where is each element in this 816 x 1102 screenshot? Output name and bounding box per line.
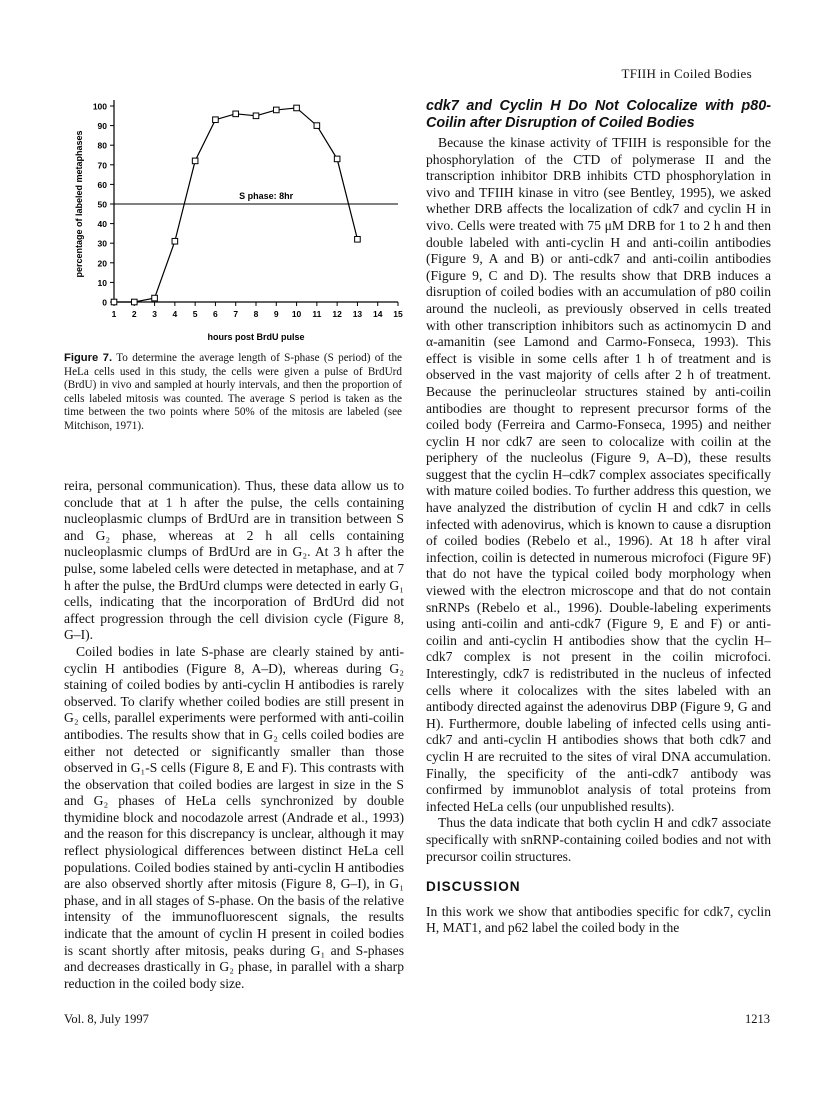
data-point	[294, 105, 300, 111]
x-tick-label: 11	[312, 309, 322, 319]
discussion-heading: DISCUSSION	[426, 879, 521, 895]
y-tick-label: 10	[97, 277, 107, 288]
y-tick-label: 80	[97, 140, 107, 151]
x-tick-label: 12	[332, 309, 342, 319]
footer-volume: Vol. 8, July 1997	[64, 1012, 149, 1026]
data-point	[355, 236, 361, 242]
data-point	[152, 295, 158, 301]
y-tick-label: 60	[97, 179, 107, 190]
chart-svg	[64, 90, 409, 345]
data-point	[131, 299, 137, 305]
footer-page-number: 1213	[745, 1012, 770, 1026]
data-point	[233, 111, 239, 117]
left-paragraph-1: reira, personal communication). Thus, these data allow us to conclude that at 1 h after the pulse, the cells containing nucleoplasmic clumps of BrdUrd are in transition between S and G₂ phase, whereas at 2 h all cells containing nucleoplasmic clumps of BrdUrd are in G₂. At 3 h after the pulse, some labeled cells were detected in metaphase, and at 7 h after the pulse, the BrdUrd clumps were detected in early G₁ cells, indicating that the incorporation of BrdUrd did not affect progression through the cell division cycle (Figure 8, G–I).	[64, 478, 404, 643]
series-line	[114, 108, 357, 302]
x-tick-label: 13	[352, 309, 363, 319]
data-point	[253, 113, 259, 119]
y-tick-label: 40	[97, 219, 107, 230]
x-tick-label: 6	[213, 309, 218, 319]
x-axis-label: hours post BrdU pulse	[207, 332, 305, 342]
y-tick-label: 90	[97, 121, 107, 132]
x-tick-label: 3	[152, 309, 157, 319]
x-tick-label: 2	[131, 309, 137, 319]
data-point	[334, 156, 340, 162]
running-head: TFIIH in Coiled Bodies	[621, 66, 752, 81]
data-point	[192, 158, 198, 164]
reference-line-label: S phase: 8hr	[239, 191, 294, 201]
data-point	[213, 117, 219, 123]
right-paragraph-2: Thus the data indicate that both cyclin H and cdk7 associate specifically with snRNP-containing coiled bodies and not with precursor coilin structures.	[426, 815, 771, 864]
discussion-paragraph: In this work we show that antibodies specific for cdk7, cyclin H, MAT1, and p62 label the coiled body in the	[426, 903, 771, 936]
x-tick-label: 4	[172, 309, 178, 319]
x-tick-label: 8	[253, 309, 259, 319]
data-point	[314, 123, 320, 129]
caption-text: To determine the average length of S-phase (S period) of the HeLa cells used in this study, the cells were given a pulse of BrdUrd (BrdU) in vivo and sampled at hourly intervals, and then the proportion of cells labeled mitosis was counted. The average S period is taken as the time between the two points where 50% of the mitosis are labeled (see Mitchison, 1971).	[64, 352, 403, 432]
figure-caption	[64, 352, 402, 434]
y-tick-label: 100	[92, 101, 107, 112]
caption-label: Figure 7.	[64, 352, 113, 364]
y-tick-label: 50	[97, 199, 107, 210]
labeled-metaphases-chart	[64, 90, 409, 345]
data-point	[172, 238, 178, 244]
y-tick-label: 70	[97, 160, 107, 171]
x-tick-label: 1	[111, 309, 117, 319]
y-tick-label: 30	[97, 238, 107, 249]
right-column-body	[426, 98, 771, 937]
section-title: cdk7 and Cyclin H Do Not Colocalize with p80-Coilin after Disruption of Coiled Bodies	[426, 98, 771, 131]
x-tick-label: 14	[372, 309, 383, 319]
y-tick-label: 0	[102, 297, 107, 308]
x-tick-label: 5	[192, 309, 198, 319]
y-tick-label: 20	[97, 258, 107, 269]
x-tick-label: 10	[291, 309, 302, 319]
x-tick-label: 7	[233, 309, 239, 319]
x-tick-label: 15	[393, 309, 403, 319]
data-point	[273, 107, 279, 113]
data-point	[111, 299, 117, 305]
y-axis-label: percentage of labeled metaphases	[74, 130, 84, 278]
left-column-body	[64, 478, 404, 992]
right-paragraph-1: Because the kinase activity of TFIIH is responsible for the phosphorylation of the CTD of polymerase II and the transcription inhibitor DRB inhibits CTD phosphorylation in vivo and TFIIH kinase in vitro (see Bentley, 1995), we asked whether DRB affects the localization of cdk7 and cyclin H in vivo. Cells were treated with 75 μM DRB for 1 to 2 h and then double labeled with anti-cyclin H and anti-coilin antibodies (Figure 9, A and B) or anti-cdk7 and anti-coilin antibodies (Figure 9, C and D). The results show that DRB induces a disruption of coiled bodies with an accumulation of p80 coilin around the nucleoli, as previously observed in cells treated with other transcription inhibitors such as actinomycin D and α-amanitin (see Lamond and Carmo-Fonseca, 1993). This effect is visible in some cells after 1 h of treatment and is observed in the vast majority of cells after 2 h of treatment. Because the perinucleolar structures stained by anti-coilin antibodies are thought to represent precursor forms of the coiled body (Ferreira and Carmo-Fonseca, 1995) and neither cyclin H nor cdk7 are seen to colocalize with coilin at the periphery of the nucleolus (Figure 9, A–D), these results suggest that the cyclin H–cdk7 complex associates specifically with mature coiled bodies. To further address this question, we have analyzed the distribution of cyclin H and cdk7 in cells infected with adenovirus, which is known to cause a disruption of coiled bodies (Rebelo et al., 1996). At 18 h after viral infection, coilin is detected in numerous microfoci (Figure 9F) that do not have the typical coiled body morphology when viewed with the electron microscope and that do not contain snRNPs (Rebelo et al., 1996). Double-labeling experiments using anti-coilin and anti-cdk7 (Figure 9, E and F) or anti-coilin and anti-cyclin H antibodies show that the cyclin H–cdk7 complex is not present in the coilin microfoci. Interestingly, cdk7 is redistributed in the nucleus of infected cells where it colocalizes with the sites labeled with an antibody directed against the adenovirus DBP (Figure 9, G and H). Furthermore, double labeling of infected cells using anti-cdk7 and anti-cyclin H antibodies shows that both cdk7 and cyclin H are recruited to the sites of viral DNA accumulation. Finally, the specificity of the anti-cdk7 antibody was confirmed by immunoblot analysis of total proteins from infected HeLa cells (our unpublished results).	[426, 135, 771, 814]
x-tick-label: 9	[273, 309, 279, 319]
left-paragraph-2: Coiled bodies in late S-phase are clearly stained by anti-cyclin H antibodies (Figure 8, A–D), whereas during G₂ staining of coiled bodies by anti-cyclin H antibodies is rarely observed. To clarify whether coiled bodies are still present in G₂ cells, parallel experiments were performed with anti-coilin antibodies. The results show that in G₂ cells coiled bodies are either not detected or significantly smaller than those observed in G₁-S cells (Figure 8, E and F). This contrasts with the observation that coiled bodies are largest in size in the S and G₂ phases of HeLa cells synchronized by double thymidine block and nocodazole arrest (Andrade et al., 1993) and the reason for this discrepancy is unclear, although it may reflect physiological differences between distinct HeLa cell populations. Coiled bodies stained by anti-cyclin H antibodies are also observed shortly after mitosis (Figure 8, G–I), in G₁ phase, and in all stages of S-phase. On the basis of the relative intensity of the immunofluorescent signals, the results indicate that the amount of cyclin H present in coiled bodies is scant shortly after mitosis, peaks during G₁ and S-phases and decreases drastically in G₂ phase, in parallel with a sharp reduction in the coiled body size.	[64, 643, 404, 991]
